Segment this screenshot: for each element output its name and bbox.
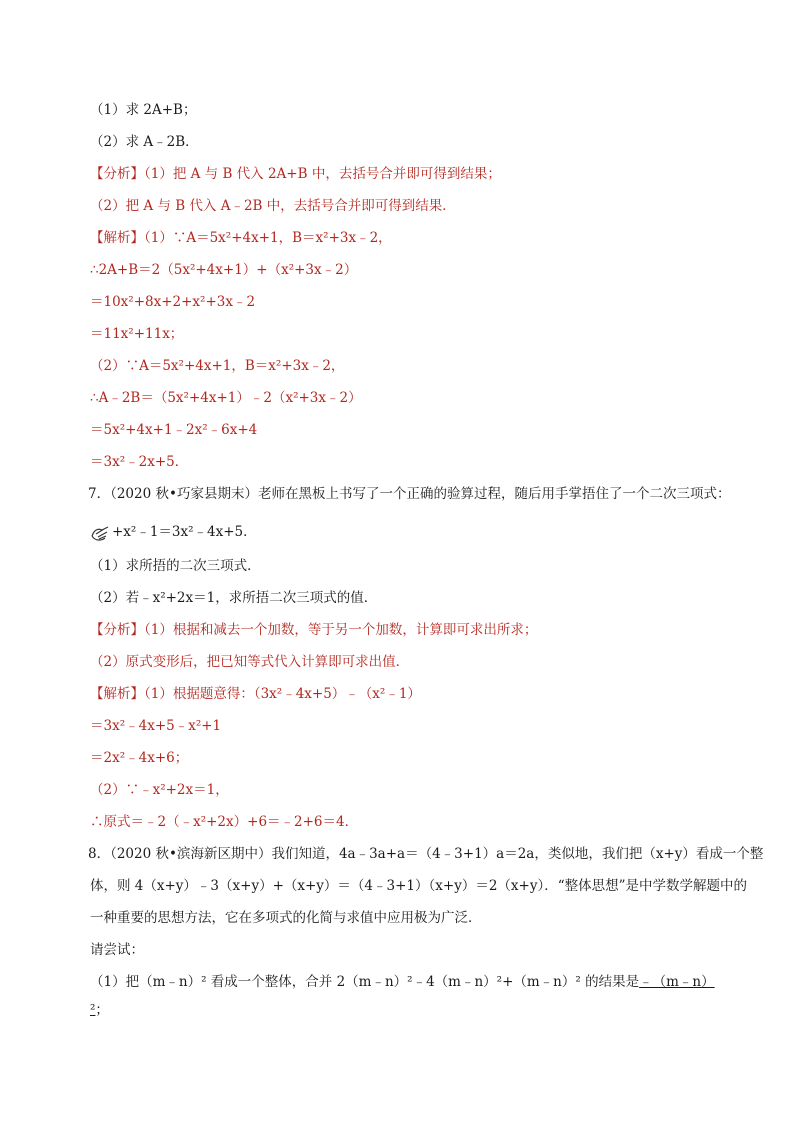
q6-solution-1 bbox=[90, 228, 392, 248]
q7-analysis-2: （2）原式变形后，把已知等式代入计算即可求出值． bbox=[90, 654, 410, 670]
analysis-tag: 【分析】 bbox=[90, 622, 144, 638]
q8-part1-continued bbox=[90, 1000, 109, 1020]
q6-solution-8: ＝3x²﹣2x+5． bbox=[90, 454, 189, 470]
q8-part1 bbox=[90, 972, 715, 992]
q8-stem-2: 体，则 4（x+y）﹣3（x+y）+（x+y）＝（4﹣3+1）（x+y）＝2（x+y）．“整体思想”是中学数学解题中的 bbox=[90, 878, 748, 894]
solution-text: （1）∵A＝5x²+4x+1，B＝x²+3x﹣2， bbox=[144, 230, 392, 246]
q7-equation bbox=[90, 522, 257, 542]
answer-blank: ﹣（m﹣n） bbox=[639, 974, 715, 990]
q7-solution-5: ∴原式＝﹣2（﹣x²+2x）+6＝﹣2+6＝4． bbox=[90, 814, 359, 830]
analysis-tag: 【分析】 bbox=[90, 166, 144, 182]
q7-analysis-1 bbox=[90, 620, 537, 640]
q8-part1-text: （1）把（m﹣n）² 看成一个整体，合并 2（m﹣n）²﹣4（m﹣n）²+（m﹣n）² 的结果是 bbox=[90, 974, 640, 990]
q7-solution-2: ＝3x²﹣4x+5﹣x²+1 bbox=[90, 718, 222, 734]
solution-text: （1）根据题意得：（3x²﹣4x+5）﹣（x²﹣1） bbox=[144, 686, 421, 702]
q6-solution-4: ＝11x²+11x； bbox=[90, 326, 184, 342]
q7-solution-1 bbox=[90, 684, 421, 704]
q7-part2: （2）若﹣x²+2x＝1，求所捂二次三项式的值． bbox=[90, 590, 378, 606]
q6-part2: （2）求 A﹣2B． bbox=[90, 134, 199, 150]
q8-stem-1: 8．（2020 秋•滨海新区期中）我们知道，4a﹣3a+a＝（4﹣3+1）a＝2a，类似地，我们把（x+y）看成一个整 bbox=[88, 846, 764, 862]
q7-stem: 7．（2020 秋•巧家县期末）老师在黑板上书写了一个正确的验算过程，随后用手掌捂住了一个二次三项式： bbox=[88, 486, 731, 502]
semicolon: ； bbox=[95, 1002, 109, 1018]
q8-stem-3: 一种重要的思想方法，它在多项式的化简与求值中应用极为广泛． bbox=[90, 910, 482, 926]
q6-analysis-1 bbox=[90, 164, 501, 184]
solution-tag: 【解析】 bbox=[90, 230, 144, 246]
solution-tag: 【解析】 bbox=[90, 686, 144, 702]
q8-try: 请尝试： bbox=[90, 942, 144, 958]
q6-solution-5: （2）∵A＝5x²+4x+1，B＝x²+3x﹣2， bbox=[90, 358, 345, 374]
q6-solution-2: ∴2A+B＝2（5x²+4x+1）+（x²+3x﹣2） bbox=[90, 262, 358, 278]
q6-part1: （1）求 2A+B； bbox=[90, 102, 197, 118]
equation-text: +x²﹣1＝3x²﹣4x+5． bbox=[112, 524, 257, 540]
q6-solution-6: ∴A﹣2B＝（5x²+4x+1）﹣2（x²+3x﹣2） bbox=[90, 390, 362, 406]
answer-blank-tail: ² bbox=[90, 1002, 96, 1018]
q7-solution-4: （2）∵﹣x²+2x＝1， bbox=[90, 782, 229, 798]
hand-icon bbox=[90, 524, 112, 542]
analysis-text: （1）把 A 与 B 代入 2A+B 中，去括号合并即可得到结果； bbox=[144, 166, 501, 182]
q7-part1: （1）求所捂的二次三项式． bbox=[90, 558, 261, 574]
q6-analysis-2: （2）把 A 与 B 代入 A﹣2B 中，去括号合并即可得到结果． bbox=[90, 198, 456, 214]
analysis-text: （1）根据和减去一个加数，等于另一个加数，计算即可求出所求； bbox=[144, 622, 538, 638]
q6-solution-7: ＝5x²+4x+1﹣2x²﹣6x+4 bbox=[90, 422, 258, 438]
q6-solution-3: ＝10x²+8x+2+x²+3x﹣2 bbox=[90, 294, 256, 310]
q7-solution-3: ＝2x²﹣4x+6； bbox=[90, 750, 189, 766]
